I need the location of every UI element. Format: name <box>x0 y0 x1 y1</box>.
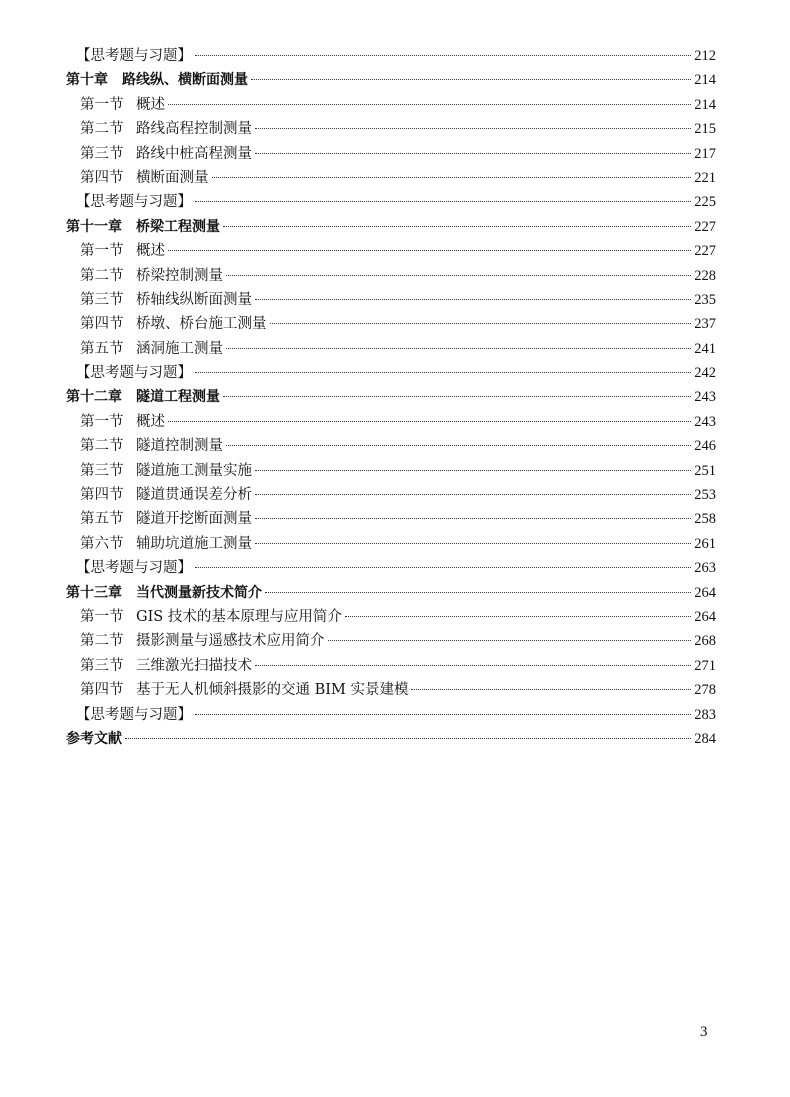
toc-entry-number: 第一节 <box>80 96 124 113</box>
toc-section-row[interactable] <box>66 678 716 702</box>
toc-entry-title: 辅助坑道施工测量 <box>136 535 252 552</box>
toc-page-number: 221 <box>694 169 716 186</box>
toc-section-row[interactable] <box>66 264 716 288</box>
dot-leader <box>255 299 691 300</box>
toc-entry-title: 涵洞施工测量 <box>136 340 223 357</box>
toc-section-row[interactable] <box>66 337 716 361</box>
toc-page-number: 241 <box>694 340 716 357</box>
toc-entry-title: 概述 <box>136 243 165 260</box>
toc-entry-title: GIS 技术的基本原理与应用简介 <box>136 608 342 625</box>
toc-section-row[interactable] <box>66 507 716 531</box>
dot-leader <box>255 543 691 544</box>
toc-entry-number: 第三节 <box>80 145 124 162</box>
toc-entry-title: 隧道施工测量实施 <box>136 462 252 479</box>
toc-chapter-row[interactable] <box>66 581 716 605</box>
toc-entry-title: 【思考题与习题】 <box>76 194 192 211</box>
toc-entry-title: 【思考题与习题】 <box>76 365 192 382</box>
dot-leader <box>195 372 691 373</box>
dot-leader <box>411 689 691 690</box>
dot-leader <box>270 323 692 324</box>
table-of-contents <box>66 44 716 751</box>
toc-entry-title: 隧道控制测量 <box>136 438 223 455</box>
toc-entry-title: 路线中桩高程测量 <box>136 145 252 162</box>
dot-leader <box>328 640 692 641</box>
toc-section-row[interactable] <box>66 532 716 556</box>
page-number: 3 <box>700 1024 708 1040</box>
toc-entry-number: 第五节 <box>80 511 124 528</box>
toc-entry-number: 第三节 <box>80 657 124 674</box>
toc-entry-number: 第四节 <box>80 316 124 333</box>
dot-leader <box>255 494 691 495</box>
toc-section-row[interactable] <box>66 629 716 653</box>
toc-entry-title: 概述 <box>136 413 165 430</box>
toc-page-number: 235 <box>694 291 716 308</box>
toc-review-row[interactable] <box>66 361 716 385</box>
toc-page-number: 214 <box>694 96 716 113</box>
toc-page-number: 264 <box>694 584 716 601</box>
toc-page-number: 263 <box>694 560 716 577</box>
dot-leader <box>168 421 691 422</box>
toc-section-row[interactable] <box>66 459 716 483</box>
toc-page-number: 283 <box>694 706 716 723</box>
toc-entry-title: 桥墩、桥台施工测量 <box>136 316 267 333</box>
dot-leader <box>255 518 691 519</box>
dot-leader <box>195 55 691 56</box>
toc-review-row[interactable] <box>66 44 716 68</box>
toc-entry-number: 第四节 <box>80 682 124 699</box>
toc-section-row[interactable] <box>66 93 716 117</box>
dot-leader <box>251 79 691 80</box>
toc-chapter-row[interactable] <box>66 727 716 751</box>
toc-section-row[interactable] <box>66 239 716 263</box>
toc-entry-number: 第一节 <box>80 608 124 625</box>
toc-page-number: 237 <box>694 316 716 333</box>
dot-leader <box>195 567 691 568</box>
dot-leader <box>212 177 692 178</box>
dot-leader <box>345 616 691 617</box>
dot-leader <box>255 470 691 471</box>
toc-section-row[interactable] <box>66 654 716 678</box>
toc-section-row[interactable] <box>66 166 716 190</box>
toc-page-number: 271 <box>694 657 716 674</box>
toc-entry-number: 第十一章 <box>66 218 122 235</box>
toc-entry-title: 横断面测量 <box>136 169 209 186</box>
toc-entry-number: 第一节 <box>80 413 124 430</box>
toc-entry-number: 第五节 <box>80 340 124 357</box>
toc-entry-number: 第十二章 <box>66 389 122 406</box>
toc-section-row[interactable] <box>66 410 716 434</box>
toc-page-number: 227 <box>694 243 716 260</box>
toc-entry-title: 路线高程控制测量 <box>136 121 252 138</box>
toc-chapter-row[interactable] <box>66 385 716 409</box>
toc-review-row[interactable] <box>66 190 716 214</box>
toc-entry-title: 参考文献 <box>66 730 122 747</box>
dot-leader <box>255 665 691 666</box>
toc-page-number: 243 <box>694 413 716 430</box>
dot-leader <box>168 104 691 105</box>
dot-leader <box>255 128 691 129</box>
toc-entry-title: 三维激光扫描技术 <box>136 657 252 674</box>
toc-entry-title: 桥梁工程测量 <box>136 218 220 235</box>
toc-entry-title: 隧道工程测量 <box>136 389 220 406</box>
toc-page-number: 227 <box>694 218 716 235</box>
toc-entry-title: 隧道贯通误差分析 <box>136 487 252 504</box>
toc-entry-number: 第二节 <box>80 267 124 284</box>
toc-entry-title: 【思考题与习题】 <box>76 48 192 64</box>
toc-page-number: 258 <box>694 511 716 528</box>
toc-entry-title: 概述 <box>136 96 165 113</box>
toc-page-number: 242 <box>694 365 716 382</box>
dot-leader <box>226 275 691 276</box>
toc-section-row[interactable] <box>66 288 716 312</box>
toc-entry-number: 第三节 <box>80 462 124 479</box>
toc-entry-number: 第二节 <box>80 121 124 138</box>
toc-entry-title: 路线纵、横断面测量 <box>122 72 248 89</box>
toc-entry-title: 【思考题与习题】 <box>76 706 192 723</box>
dot-leader <box>226 348 691 349</box>
toc-review-row[interactable] <box>66 556 716 580</box>
toc-page-number: 246 <box>694 438 716 455</box>
toc-page-number: 215 <box>694 121 716 138</box>
toc-entry-title: 摄影测量与遥感技术应用简介 <box>136 633 325 650</box>
toc-page-number: 217 <box>694 145 716 162</box>
toc-page-number: 284 <box>694 730 716 747</box>
toc-review-row[interactable] <box>66 703 716 727</box>
toc-section-row[interactable] <box>66 142 716 166</box>
toc-entry-title: 当代测量新技术简介 <box>136 584 262 601</box>
toc-page-number: 243 <box>694 389 716 406</box>
dot-leader <box>195 714 691 715</box>
toc-page-number: 251 <box>694 462 716 479</box>
dot-leader <box>265 592 691 593</box>
toc-page-number: 212 <box>694 48 716 64</box>
toc-entry-title: 桥梁控制测量 <box>136 267 223 284</box>
toc-entry-number: 第三节 <box>80 291 124 308</box>
toc-page-number: 225 <box>694 194 716 211</box>
toc-entry-title: 基于无人机倾斜摄影的交通 BIM 实景建模 <box>136 682 409 699</box>
toc-entry-number: 第四节 <box>80 169 124 186</box>
dot-leader <box>226 445 691 446</box>
toc-section-row[interactable] <box>66 117 716 141</box>
toc-section-row[interactable] <box>66 312 716 336</box>
toc-page-number: 228 <box>694 267 716 284</box>
toc-page-number: 253 <box>694 487 716 504</box>
toc-section-row[interactable] <box>66 434 716 458</box>
toc-chapter-row[interactable] <box>66 215 716 239</box>
toc-entry-title: 隧道开挖断面测量 <box>136 511 252 528</box>
toc-page-number: 214 <box>694 72 716 89</box>
toc-entry-number: 第四节 <box>80 487 124 504</box>
dot-leader <box>223 226 691 227</box>
toc-entry-title: 【思考题与习题】 <box>76 560 192 577</box>
toc-entry-number: 第二节 <box>80 438 124 455</box>
toc-entry-number: 第一节 <box>80 243 124 260</box>
dot-leader <box>125 738 691 739</box>
dot-leader <box>168 250 691 251</box>
toc-entry-number: 第二节 <box>80 633 124 650</box>
toc-section-row[interactable] <box>66 483 716 507</box>
toc-page-number: 261 <box>694 535 716 552</box>
toc-entry-number: 第十三章 <box>66 584 122 601</box>
dot-leader <box>195 201 691 202</box>
toc-chapter-row[interactable] <box>66 68 716 92</box>
toc-entry-number: 第六节 <box>80 535 124 552</box>
dot-leader <box>255 153 691 154</box>
toc-section-row[interactable] <box>66 605 716 629</box>
toc-entry-title: 桥轴线纵断面测量 <box>136 291 252 308</box>
toc-entry-number: 第十章 <box>66 72 108 89</box>
toc-page-number: 278 <box>694 682 716 699</box>
toc-page-number: 268 <box>694 633 716 650</box>
dot-leader <box>223 396 691 397</box>
toc-page-number: 264 <box>694 608 716 625</box>
